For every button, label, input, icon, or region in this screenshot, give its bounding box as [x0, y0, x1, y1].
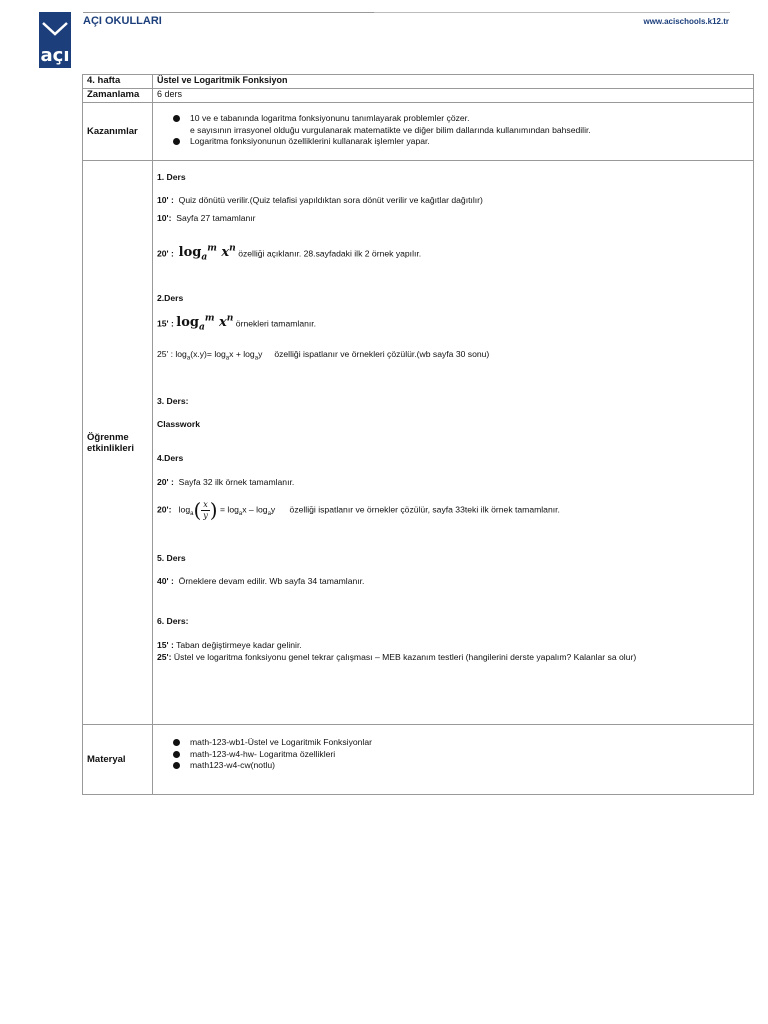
chevron-logo-icon [42, 22, 68, 36]
bullet-icon [173, 762, 180, 769]
log-formula: $\log_a^m x^n$ [176, 313, 234, 333]
list-item: e sayısının irrasyonel olduğu vurgulanarak matematikte ve diğer bilim dallarında kullanımından bahsedilir. [190, 124, 591, 135]
lesson-6-item-1: 15' : Taban değiştirmeye kadar gelinir. [157, 640, 302, 650]
lesson-4-title: 4.Ders [157, 453, 184, 463]
outcomes-row [83, 103, 754, 161]
lesson-5-title: 5. Ders [157, 553, 186, 563]
header-rule-right [374, 12, 730, 13]
list-item: Logaritma fonksiyonunun özelliklerini kullanarak işlemler yapar. [157, 136, 749, 148]
list-item: 10 ve e tabanında logaritma fonksiyonunu tanımlayarak problemler çözer. [157, 113, 749, 125]
lesson-1-item-2: 10': Sayfa 27 tamamlanır [157, 213, 256, 223]
lesson-1-item-3: 20' : $\log_a^m x^n$ özelliği açıklanır. 28.sayfadaki ilk 2 örnek yapılır. [157, 243, 422, 263]
timing-label: Zamanlama [83, 89, 153, 103]
list-item: math-123-wb1-Üstel ve Logaritmik Fonksiyonlar [157, 737, 749, 749]
lesson-2-item-2: 25' : $\log_a(x.y)= \log_ax + \log_ay$ özelliği ispatlanır ve örnekleri çözülür.(wb sayfa 30 sonu) [157, 349, 490, 362]
week-label: 4. hafta [83, 75, 153, 89]
timing-value: 6 ders [153, 89, 754, 103]
lesson-4-item-1: 20' : Sayfa 32 ilk örnek tamamlanır. [157, 477, 295, 487]
lesson-3-title: 3. Ders: [157, 396, 189, 406]
lesson-2-item-1: 15' : $\log_a^m x^n$ örnekleri tamamlanır. [157, 313, 317, 333]
lesson-5-item: 40' : Örneklere devam edilir. Wb sayfa 34 tamamlanır. [157, 576, 365, 586]
outcomes-label: Kazanımlar [83, 103, 153, 161]
aci-logo [39, 12, 71, 68]
lesson-1-title: 1. Ders [157, 172, 186, 182]
lesson-4-item-2: 20': $\log_a$( $\frac{x}{y}) = \log_ax - \log_ay$ özelliği ispatlanır ve örnekler çözülür, sayfa 33teki ilk örnek tamamlanır. [157, 498, 560, 522]
lesson-6-item-2: 25': Üstel ve logaritma fonksiyonu genel tekrar çalışması – MEB kazanım testleri (hangilerini derste yapalım? Kalanlar sa olur) [157, 652, 637, 662]
activities-cell [153, 161, 754, 725]
lesson-plan-table [82, 74, 754, 795]
brand-name: AÇI OKULLARI [83, 15, 162, 27]
list-item: math123-w4-cw(notlu) [157, 760, 749, 772]
materials-row [83, 725, 754, 795]
activities-row [83, 161, 754, 725]
bullet-icon [173, 739, 180, 746]
logo-word: açı [40, 45, 70, 66]
materials-list [157, 737, 749, 772]
week-topic: Üstel ve Logaritmik Fonksiyon [153, 75, 754, 89]
lesson-2-title: 2.Ders [157, 293, 184, 303]
week-row [83, 75, 754, 89]
bullet-icon [173, 115, 180, 122]
website-link[interactable]: www.acischools.k12.tr [643, 17, 729, 26]
bullet-icon [173, 138, 180, 145]
outcomes-list [157, 113, 749, 148]
materials-cell [153, 725, 754, 795]
log-formula: $\log_a^m x^n$ [178, 243, 236, 263]
outcomes-cell [153, 103, 754, 161]
bullet-icon [173, 751, 180, 758]
header-rule [83, 12, 374, 13]
lesson-3-text: Classwork [157, 419, 200, 429]
list-item: math-123-w4-hw- Logaritma özellikleri [157, 749, 749, 761]
materials-label: Materyal [83, 725, 153, 795]
timing-row [83, 89, 754, 103]
lesson-6-title: 6. Ders: [157, 616, 189, 626]
activities-label: Öğrenme etkinlikleri [83, 161, 153, 725]
lesson-1-item-1: 10' : Quiz dönütü verilir.(Quiz telafisi yapıldıktan sora dönüt verilir ve kağıtlar dağıtılır) [157, 195, 483, 205]
fraction: $\frac{x}{y}$ [203, 499, 208, 520]
